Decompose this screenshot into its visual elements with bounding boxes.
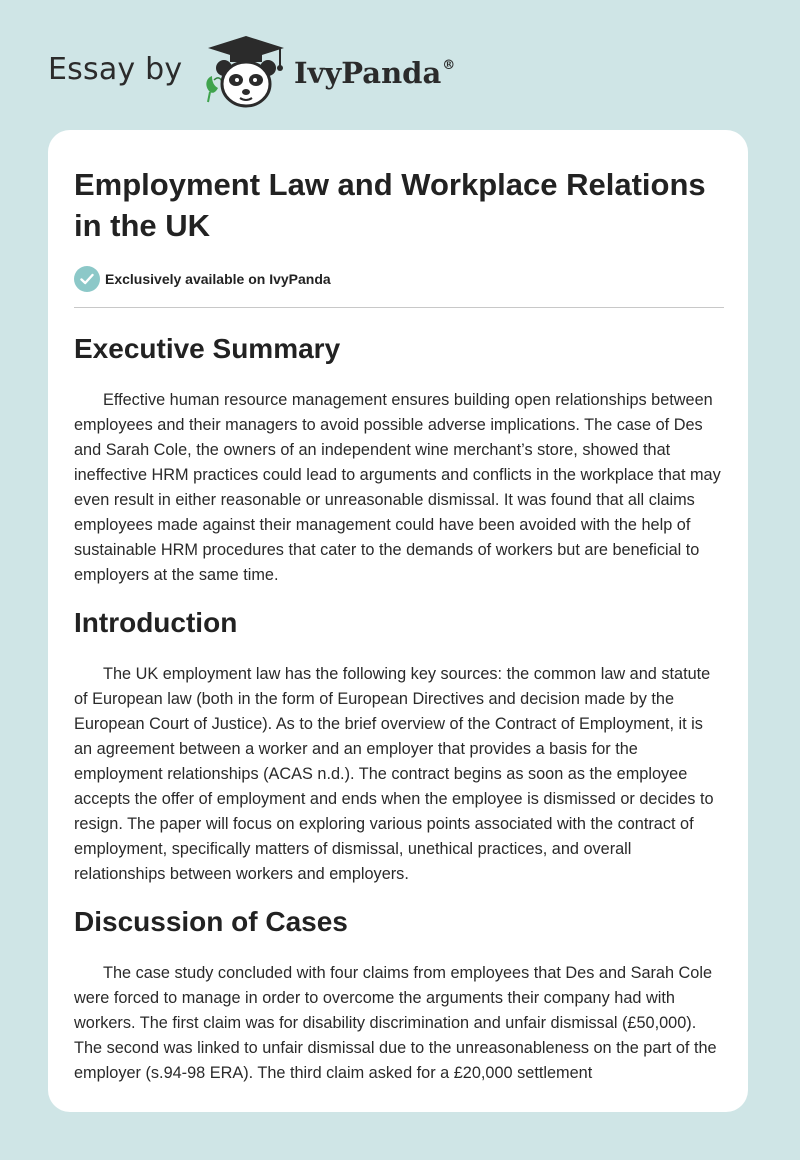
- brand-name[interactable]: IvyPanda®: [294, 56, 456, 90]
- essay-title: Employment Law and Workplace Relations in the UK: [74, 167, 706, 243]
- essay-by-label: Essay by: [48, 52, 183, 87]
- title-divider: [74, 307, 724, 308]
- section-paragraph: The case study concluded with four claims from employees that Des and Sarah Cole were forced to manage in order to overcome the arguments their company had with workers. The first claim was for disability discrimination and unfair dismissal (£50,000). The second was linked to unfair dismissal due to the unreasonableness on the part of the employer (s.94-98 ERA). The third claim asked for a £20,000 settlement: [74, 964, 717, 1082]
- section-introduction: [74, 606, 724, 887]
- registered-mark: ®: [442, 58, 456, 73]
- checkmark-icon: [74, 266, 100, 292]
- panda-logo-icon[interactable]: [200, 32, 292, 112]
- exclusive-label: Exclusively available on IvyPanda: [105, 271, 331, 287]
- section-heading: Introduction: [74, 607, 238, 638]
- essay-card: [48, 130, 748, 1112]
- section-executive-summary: [74, 332, 724, 588]
- section-paragraph: The UK employment law has the following key sources: the common law and statute of European law (both in the form of European Directives and decision made by the European Court of Justice). As to the brief overview of the Contract of Employment, it is an agreement between a worker and an employer that provides a basis for the employment relationships (ACAS n.d.). The contract begins as soon as the employee accepts the offer of employment and ends when the employee is dismissed or decides to resign. The paper will focus on exploring various points associated with the contract of employment, specifically matters of dismissal, unethical practices, and overall relationships between workers and employers.: [74, 665, 714, 883]
- section-discussion-of-cases: [74, 905, 724, 1086]
- essay-content: [74, 164, 724, 1086]
- section-heading: Discussion of Cases: [74, 906, 348, 937]
- section-heading: Executive Summary: [74, 333, 341, 364]
- section-paragraph: Effective human resource management ensures building open relationships between employees and their managers to avoid possible adverse implications. The case of Des and Sarah Cole, the owners of an independent wine merchant’s store, showed that ineffective HRM practices could lead to arguments and conflicts in the workplace that may even result in either reasonable or unreasonable dismissal. It was found that all claims employees made against their management could have been avoided with the help of sustainable HRM procedures that cater to the demands of workers but are beneficial to employers at the same time.: [74, 391, 721, 584]
- site-header: [48, 30, 752, 120]
- exclusive-badge: [74, 266, 724, 292]
- ivy-leaf-icon: [206, 76, 222, 102]
